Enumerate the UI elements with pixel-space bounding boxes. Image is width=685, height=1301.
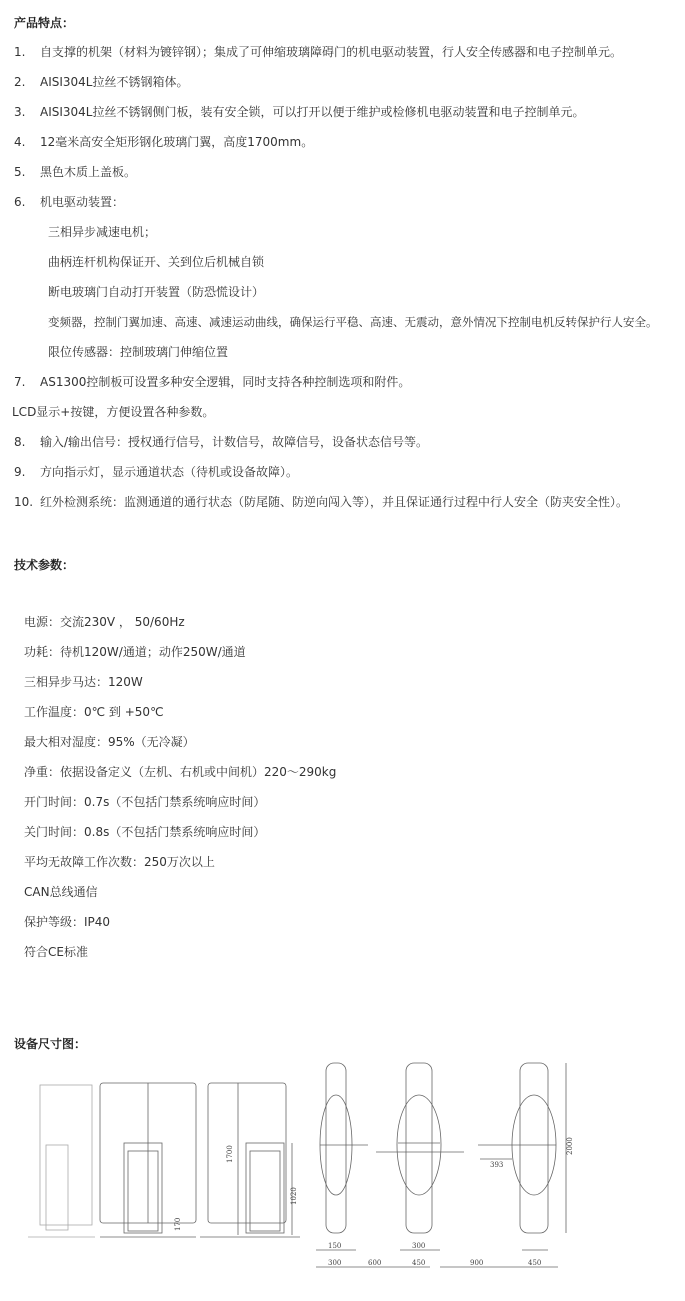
dim-1020: 1020 [290,1187,298,1205]
list-item: 10. 红外检测系统：监测通道的通行状态（防尾随、防逆向闯入等），并且保证通行过程中行人安全（防夹安全性）。 [14,495,629,509]
list-item: 5. 黑色木质上盖板。 [14,165,137,179]
list-item: 3. AISI304L拉丝不锈钢侧门板，装有安全锁，可以打开以便于维护或检修机电驱动装置和电子控制单元。 [14,105,585,119]
dim-600: 600 [368,1259,382,1267]
dim-300-b: 300 [412,1242,426,1250]
spec-item: CAN总线通信 [24,885,98,899]
spec-item: 电源：交流230V ， 50/60Hz [24,615,185,629]
spec-item: 保护等级：IP40 [24,915,111,929]
spec-item: 开门时间：0.7s（不包括门禁系统响应时间） [24,795,266,809]
spec-item: 符合CE标准 [24,945,88,959]
specs-list [24,611,336,971]
top-view-2 [376,1063,464,1250]
spec-item: 功耗：待机120W/通道；动作250W/通道 [24,645,246,659]
features-list [14,40,684,520]
list-item-continuation: LCD显示+按键，方便设置各种参数。 [12,405,215,419]
front-view-right [200,1083,300,1237]
dimension-drawing [0,1055,685,1285]
drive-item: 限位传感器：控制玻璃门伸缩位置 [48,345,229,359]
dim-300-a: 300 [328,1259,342,1267]
spec-item: 三相异步马达：120W [24,675,143,689]
dim-393: 393 [490,1161,504,1169]
dim-450-b: 450 [528,1259,542,1267]
list-item: 7. AS1300控制板可设置多种安全逻辑，同时支持各种控制选项和附件。 [14,375,411,389]
drive-item: 变频器，控制门翼加速、高速、减速运动曲线，确保运行平稳、高速、无震动，意外情况下控制电机反转保护行人安全。 [48,315,658,329]
dim-1700: 1700 [226,1145,234,1163]
dim-170: 170 [174,1217,182,1231]
list-item: 1. 自支撑的机架（材料为镀锌钢）；集成了可伸缩玻璃障碍门的机电驱动装置，行人安全传感器和电子控制单元。 [14,45,623,59]
dim-2000: 2000 [566,1137,574,1155]
list-item: 6. 机电驱动装置： [14,195,125,209]
spec-item: 关门时间：0.8s（不包括门禁系统响应时间） [24,825,266,839]
drive-item: 断电玻璃门自动打开装置（防恐慌设计） [48,285,265,299]
drive-item: 曲柄连杆机构保证开、关到位后机械自锁 [48,255,265,269]
dim-150: 150 [328,1242,342,1250]
drive-item: 三相异步减速电机； [48,225,157,239]
features-heading: 产品特点： [14,16,75,30]
spec-item: 平均无故障工作次数：250万次以上 [24,855,215,869]
top-view-1 [316,1063,430,1267]
front-view-left [28,1085,95,1237]
dim-450-a: 450 [412,1259,426,1267]
spec-item: 工作温度：0℃ 到 +50℃ [24,705,164,719]
spec-item: 最大相对湿度：95%（无冷凝） [24,735,195,749]
list-item: 9. 方向指示灯，显示通道状态（待机或设备故障）。 [14,465,299,479]
spec-item: 净重：依据设备定义（左机、右机或中间机）220～290kg [24,765,337,779]
dim-900: 900 [470,1259,484,1267]
dims-heading: 设备尺寸图： [14,1037,87,1051]
list-item: 8. 输入/输出信号：授权通行信号，计数信号，故障信号，设备状态信号等。 [14,435,429,449]
front-view-middle [100,1083,196,1237]
list-item: 4. 12毫米高安全矩形钢化玻璃门翼，高度1700mm。 [14,135,314,149]
specs-heading: 技术参数： [14,558,75,572]
list-item: 2. AISI304L拉丝不锈钢箱体。 [14,75,189,89]
